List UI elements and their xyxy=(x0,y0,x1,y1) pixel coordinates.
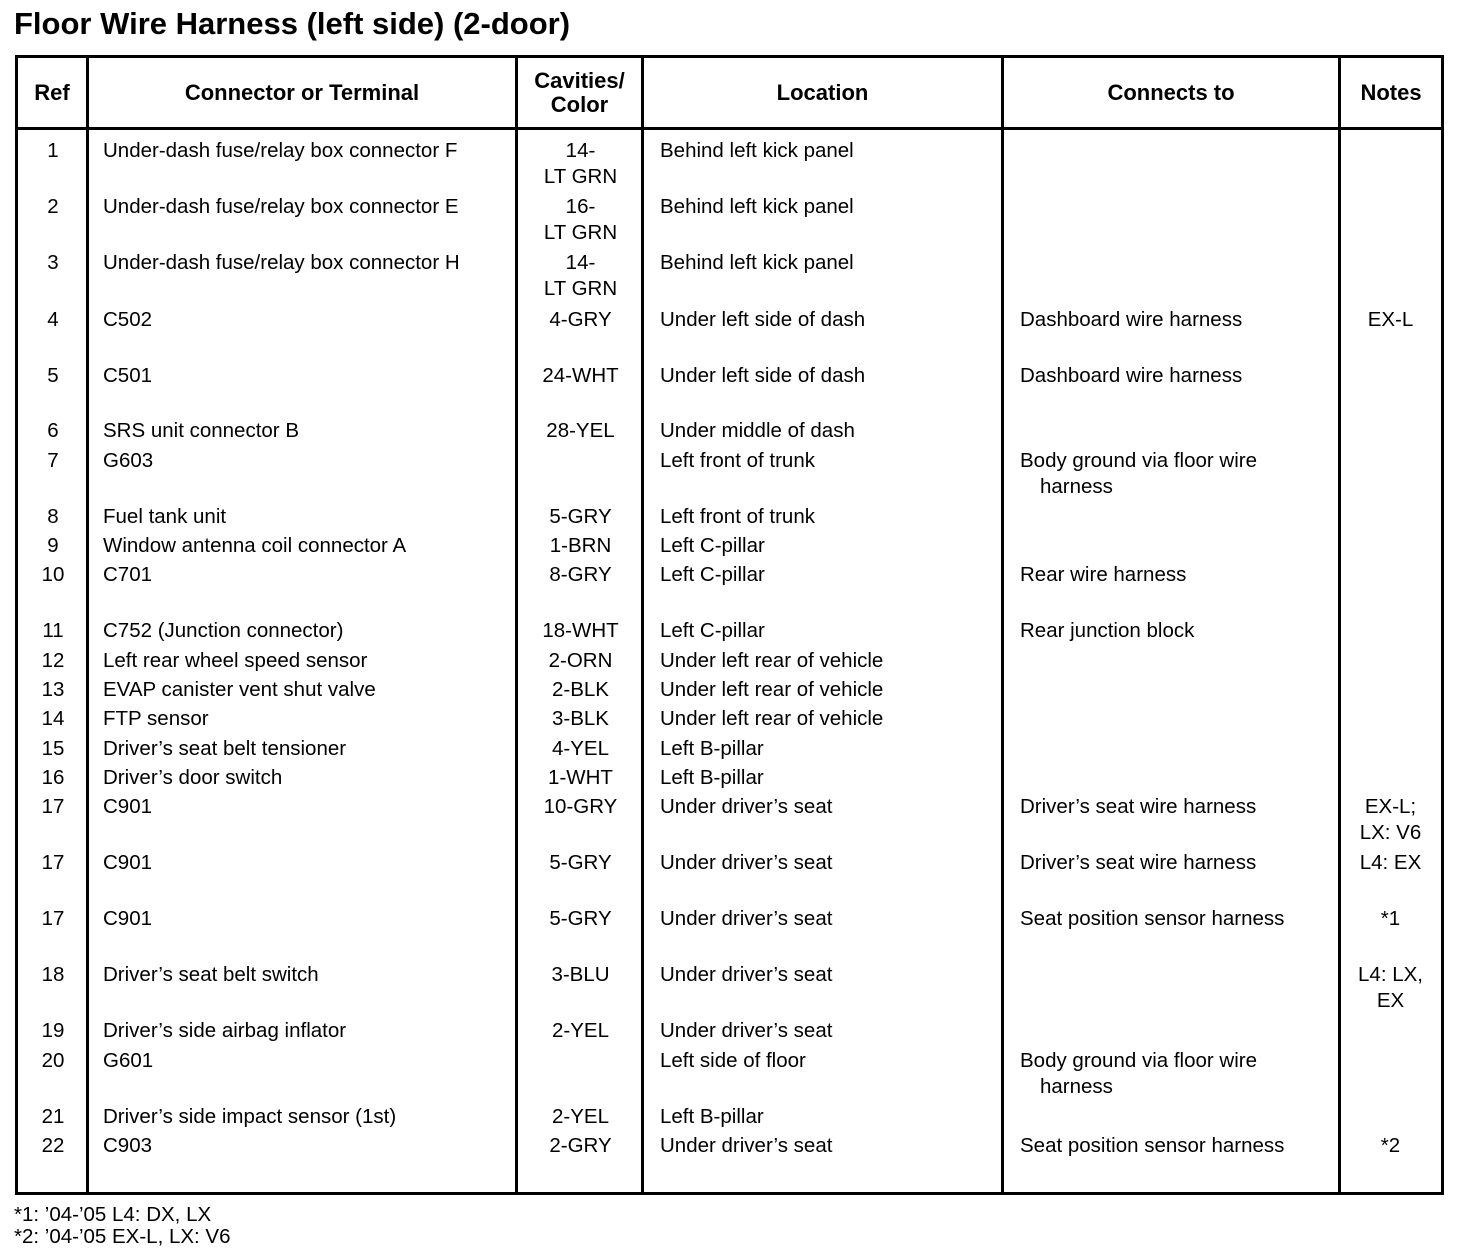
cavities-cell xyxy=(523,504,638,530)
connector-cell: Fuel tank unit xyxy=(103,505,227,528)
header-divider xyxy=(18,127,1441,130)
connector-cell: C901 xyxy=(103,795,153,818)
ref-cell: 16 xyxy=(41,766,65,789)
location-cell: Under left rear of vehicle xyxy=(660,707,884,730)
cavities-line: 14- xyxy=(565,251,596,274)
ref-cell: 10 xyxy=(41,563,65,586)
connector-cell: Driver’s side airbag inflator xyxy=(103,1019,347,1042)
cavities-line: 2-GRY xyxy=(549,1134,612,1157)
connector-cell: Under-dash fuse/relay box connector F xyxy=(103,139,458,162)
notes-line: LX: V6 xyxy=(1359,821,1422,844)
ref-cell: 12 xyxy=(41,649,65,672)
cavities-cell xyxy=(523,1104,638,1130)
ref-cell: 17 xyxy=(41,851,65,874)
cavities-cell xyxy=(523,736,638,762)
notes-cell xyxy=(1344,850,1437,876)
connector-cell: C701 xyxy=(103,563,153,586)
cavities-line: 1-WHT xyxy=(548,766,613,789)
cavities-cell xyxy=(523,1133,638,1159)
location-cell: Under left side of dash xyxy=(660,364,866,387)
cavities-cell xyxy=(523,677,638,703)
location-cell: Left front of trunk xyxy=(660,505,815,528)
location-cell: Behind left kick panel xyxy=(660,139,854,162)
connector-cell: EVAP canister vent shut valve xyxy=(103,678,376,701)
connects-to-line: Driver’s seat wire harness xyxy=(1020,851,1257,874)
connector-cell: Driver’s seat belt switch xyxy=(103,963,319,986)
cavities-line: 28-YEL xyxy=(546,419,615,442)
location-cell: Left C-pillar xyxy=(660,563,765,586)
connects-to-cell xyxy=(1020,562,1340,588)
cavities-cell xyxy=(523,962,638,988)
notes-line: EX-L; xyxy=(1364,795,1417,818)
connects-to-line: Seat position sensor harness xyxy=(1020,1134,1285,1157)
connects-to-cell xyxy=(1020,850,1340,876)
notes-line: L4: LX, xyxy=(1358,963,1423,986)
column-divider xyxy=(1001,58,1004,1192)
connects-to-line: Rear wire harness xyxy=(1020,563,1187,586)
location-cell: Left B-pillar xyxy=(660,1105,764,1128)
connector-cell: Driver’s side impact sensor (1st) xyxy=(103,1105,397,1128)
cavities-cell xyxy=(523,307,638,333)
connector-cell: C901 xyxy=(103,907,153,930)
connector-cell: C903 xyxy=(103,1134,153,1157)
location-cell: Under middle of dash xyxy=(660,419,855,442)
connector-cell: Left rear wheel speed sensor xyxy=(103,649,368,672)
connects-to-cell xyxy=(1020,618,1340,644)
ref-cell: 9 xyxy=(47,534,59,557)
location-cell: Left front of trunk xyxy=(660,449,815,472)
cavities-cell xyxy=(523,138,638,190)
ref-cell: 13 xyxy=(41,678,65,701)
ref-cell: 3 xyxy=(47,251,59,274)
ref-cell: 20 xyxy=(41,1049,65,1072)
location-cell: Behind left kick panel xyxy=(660,195,854,218)
connects-to-cell xyxy=(1020,448,1340,500)
connects-to-line: Body ground via floor wire xyxy=(1020,1049,1258,1072)
cavities-cell xyxy=(523,906,638,932)
footnote-2: *2: ’04-’05 EX-L, LX: V6 xyxy=(14,1225,231,1248)
location-cell: Left B-pillar xyxy=(660,737,764,760)
location-cell: Under driver’s seat xyxy=(660,907,833,930)
ref-cell: 6 xyxy=(47,419,59,442)
ref-cell: 8 xyxy=(47,505,59,528)
ref-cell: 7 xyxy=(47,449,59,472)
location-cell: Behind left kick panel xyxy=(660,251,854,274)
header-cavities xyxy=(518,58,641,127)
cavities-line: 16- xyxy=(565,195,596,218)
connector-cell: C901 xyxy=(103,851,153,874)
ref-cell: 5 xyxy=(47,364,59,387)
cavities-line: 1-BRN xyxy=(549,534,612,557)
connector-cell: C502 xyxy=(103,308,153,331)
cavities-cell xyxy=(523,533,638,559)
cavities-line: 2-YEL xyxy=(552,1105,609,1128)
cavities-line: 5-GRY xyxy=(549,907,612,930)
header-location: Location xyxy=(776,79,869,105)
connects-to-cell xyxy=(1020,906,1340,932)
notes-line: EX-L xyxy=(1367,308,1414,331)
ref-cell: 17 xyxy=(41,907,65,930)
connects-to-cell xyxy=(1020,794,1340,820)
notes-cell xyxy=(1344,906,1437,932)
cavities-cell xyxy=(523,850,638,876)
ref-cell: 1 xyxy=(47,139,59,162)
connects-to-line: Driver’s seat wire harness xyxy=(1020,795,1257,818)
cavities-line: 8-GRY xyxy=(549,563,612,586)
notes-line: *1 xyxy=(1380,907,1401,930)
location-cell: Left C-pillar xyxy=(660,619,765,642)
header-notes: Notes xyxy=(1360,79,1422,105)
notes-line: L4: EX xyxy=(1359,851,1422,874)
connector-cell: Driver’s seat belt tensioner xyxy=(103,737,347,760)
connects-to-line: Dashboard wire harness xyxy=(1020,364,1243,387)
header-connects-to: Connects to xyxy=(1107,79,1235,105)
cavities-cell xyxy=(523,765,638,791)
connector-cell: Under-dash fuse/relay box connector E xyxy=(103,195,459,218)
cavities-cell xyxy=(523,194,638,246)
header-cavities-line1: Cavities/ xyxy=(534,67,625,93)
location-cell: Left C-pillar xyxy=(660,534,765,557)
harness-table xyxy=(15,55,1444,1195)
cavities-cell xyxy=(523,648,638,674)
connects-to-line: Rear junction block xyxy=(1020,619,1195,642)
connector-cell: Window antenna coil connector A xyxy=(103,534,407,557)
connects-to-line: Body ground via floor wire xyxy=(1020,449,1258,472)
cavities-line: 5-GRY xyxy=(549,851,612,874)
ref-cell: 2 xyxy=(47,195,59,218)
cavities-line: LT GRN xyxy=(543,165,618,188)
connects-to-line: Dashboard wire harness xyxy=(1020,308,1243,331)
connects-to-cell xyxy=(1020,1133,1340,1159)
notes-cell xyxy=(1344,1133,1437,1159)
connector-cell: C501 xyxy=(103,364,153,387)
location-cell: Under driver’s seat xyxy=(660,851,833,874)
cavities-line: 4-YEL xyxy=(552,737,609,760)
cavities-cell xyxy=(523,618,638,644)
connector-cell: FTP sensor xyxy=(103,707,209,730)
notes-line: *2 xyxy=(1380,1134,1401,1157)
connector-cell: SRS unit connector B xyxy=(103,419,299,442)
connects-to-cell xyxy=(1020,363,1340,389)
connector-cell: G601 xyxy=(103,1049,154,1072)
ref-cell: 15 xyxy=(41,737,65,760)
ref-cell: 11 xyxy=(42,619,64,642)
cavities-line: LT GRN xyxy=(543,277,618,300)
cavities-cell xyxy=(523,418,638,444)
location-cell: Left B-pillar xyxy=(660,766,764,789)
cavities-cell xyxy=(523,1018,638,1044)
cavities-line: 3-BLK xyxy=(552,707,609,730)
ref-cell: 17 xyxy=(41,795,65,818)
location-cell: Under left rear of vehicle xyxy=(660,649,884,672)
location-cell: Left side of floor xyxy=(660,1049,806,1072)
connector-cell: Under-dash fuse/relay box connector H xyxy=(103,251,460,274)
ref-cell: 14 xyxy=(41,707,65,730)
location-cell: Under driver’s seat xyxy=(660,963,833,986)
notes-cell xyxy=(1344,962,1437,1014)
location-cell: Under driver’s seat xyxy=(660,1019,833,1042)
location-cell: Under driver’s seat xyxy=(660,1134,833,1157)
cavities-line: LT GRN xyxy=(543,221,618,244)
cavities-cell xyxy=(523,250,638,302)
header-connector: Connector or Terminal xyxy=(184,79,420,105)
connects-to-line: harness xyxy=(1040,475,1113,498)
cavities-line: 4-GRY xyxy=(549,308,612,331)
cavities-line: 3-BLU xyxy=(551,963,610,986)
connector-cell: Driver’s door switch xyxy=(103,766,283,789)
location-cell: Under left rear of vehicle xyxy=(660,678,884,701)
notes-cell xyxy=(1344,794,1437,846)
connector-cell: G603 xyxy=(103,449,154,472)
column-divider xyxy=(641,58,644,1192)
connects-to-line: Seat position sensor harness xyxy=(1020,907,1285,930)
notes-line: EX xyxy=(1376,989,1405,1012)
cavities-line: 14- xyxy=(565,139,596,162)
ref-cell: 18 xyxy=(41,963,65,986)
ref-cell: 22 xyxy=(41,1134,65,1157)
ref-cell: 21 xyxy=(41,1105,65,1128)
page-title: Floor Wire Harness (left side) (2-door) xyxy=(14,6,571,41)
cavities-line: 2-BLK xyxy=(552,678,609,701)
cavities-line: 2-ORN xyxy=(548,649,613,672)
cavities-cell xyxy=(523,706,638,732)
connects-to-cell xyxy=(1020,307,1340,333)
cavities-line: 24-WHT xyxy=(542,364,619,387)
ref-cell: 4 xyxy=(47,308,59,331)
footnote-1: *1: ’04-’05 L4: DX, LX xyxy=(14,1203,212,1226)
cavities-cell xyxy=(523,794,638,820)
notes-cell xyxy=(1344,307,1437,333)
ref-cell: 19 xyxy=(41,1019,65,1042)
cavities-line: 2-YEL xyxy=(552,1019,609,1042)
cavities-cell xyxy=(523,562,638,588)
location-cell: Under left side of dash xyxy=(660,308,866,331)
cavities-line: 10-GRY xyxy=(543,795,618,818)
header-cavities-line2: Color xyxy=(550,91,609,117)
connects-to-line: harness xyxy=(1040,1075,1113,1098)
connects-to-cell xyxy=(1020,1048,1340,1100)
cavities-line: 5-GRY xyxy=(549,505,612,528)
cavities-cell xyxy=(523,363,638,389)
connector-cell: C752 (Junction connector) xyxy=(103,619,344,642)
cavities-line: 18-WHT xyxy=(542,619,619,642)
location-cell: Under driver’s seat xyxy=(660,795,833,818)
header-ref: Ref xyxy=(34,79,70,105)
